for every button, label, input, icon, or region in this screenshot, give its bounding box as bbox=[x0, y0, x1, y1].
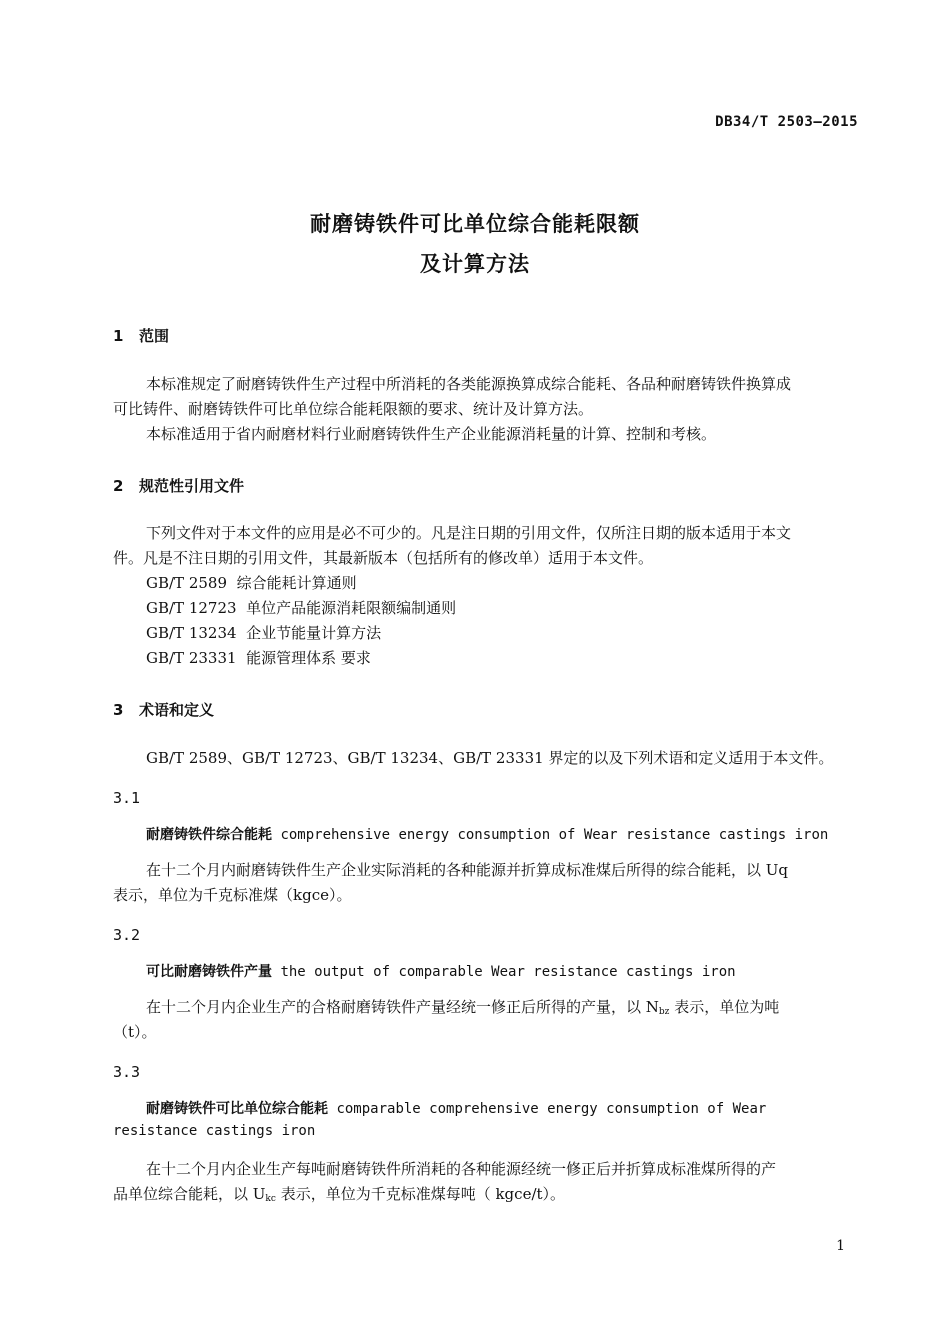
section-2-title: 规范性引用文件 bbox=[139, 477, 245, 495]
term-3-2-def-part-a: 在十二个月内企业生产的合格耐磨铸铁件产量经统一修正后所得的产量，以 N bbox=[146, 998, 659, 1016]
reference-code: GB/T 2589 bbox=[146, 574, 228, 592]
term-3-1-en: comprehensive energy consumption of Wear resistance castings iron bbox=[280, 827, 829, 843]
section-3-heading bbox=[113, 699, 214, 720]
section-2-heading bbox=[113, 475, 244, 496]
term-3-2-number: 3.2 bbox=[113, 926, 141, 944]
section-2-para1-line2: 件。凡是不注日期的引用文件，其最新版本（包括所有的修改单）适用于本文件。 bbox=[113, 549, 654, 567]
reference-name: 综合能耗计算通则 bbox=[236, 574, 357, 592]
term-3-2-cn: 可比耐磨铸铁件产量 bbox=[146, 964, 272, 980]
term-3-3-number: 3.3 bbox=[113, 1063, 141, 1081]
section-1-para2: 本标准适用于省内耐磨材料行业耐磨铸铁件生产企业能源消耗量的计算、控制和考核。 bbox=[146, 425, 717, 443]
term-3-3-def-part-a: 品单位综合能耗，以 U bbox=[113, 1185, 266, 1203]
document-title-line1: 耐磨铸铁件可比单位综合能耗限额 bbox=[310, 212, 640, 236]
term-3-2-def-part-b: 表示，单位为吨 bbox=[674, 998, 780, 1016]
reference-code: GB/T 23331 bbox=[146, 649, 237, 667]
term-3-2-definition-line1 bbox=[146, 995, 779, 1025]
term-3-1-definition-line2: 表示，单位为千克标准煤（kgce）。 bbox=[113, 886, 352, 904]
term-3-3-en-line2: resistance castings iron bbox=[113, 1123, 316, 1139]
term-3-1-definition-line1: 在十二个月内耐磨铸铁件生产企业实际消耗的各种能源并折算成标准煤后所得的综合能耗，以 Uq bbox=[146, 861, 789, 879]
term-3-1-cn: 耐磨铸铁件综合能耗 bbox=[146, 827, 272, 843]
term-3-2-definition-line2: （t）。 bbox=[113, 1023, 157, 1041]
reference-item bbox=[146, 572, 357, 593]
section-3-title: 术语和定义 bbox=[139, 701, 215, 719]
term-3-3-cn: 耐磨铸铁件可比单位综合能耗 bbox=[146, 1101, 328, 1117]
section-3-para1: GB/T 2589、GB/T 12723、GB/T 13234、GB/T 23331 界定的以及下列术语和定义适用于本文件。 bbox=[146, 749, 834, 767]
section-1-heading bbox=[113, 325, 169, 346]
reference-name: 能源管理体系 要求 bbox=[246, 649, 371, 667]
reference-code: GB/T 12723 bbox=[146, 599, 237, 617]
term-3-2-def-subscript: bz bbox=[658, 1007, 670, 1017]
section-2-number: 2 bbox=[113, 477, 124, 495]
standard-number: DB34/T 2503—2015 bbox=[715, 114, 858, 130]
term-3-3-definition-line2 bbox=[113, 1182, 565, 1212]
section-1-para1-line1: 本标准规定了耐磨铸铁件生产过程中所消耗的各类能源换算成综合能耗、各品种耐磨铸铁件换算成 bbox=[146, 375, 792, 393]
section-3-number: 3 bbox=[113, 701, 124, 719]
term-3-1-heading bbox=[146, 824, 828, 844]
section-1-number: 1 bbox=[113, 327, 124, 345]
reference-code: GB/T 13234 bbox=[146, 624, 237, 642]
term-3-3-def-subscript: kc bbox=[265, 1194, 276, 1204]
term-3-1-number: 3.1 bbox=[113, 789, 141, 807]
section-1-para1-line2: 可比铸件、耐磨铸铁件可比单位综合能耗限额的要求、统计及计算方法。 bbox=[113, 400, 594, 418]
reference-item bbox=[146, 622, 381, 643]
reference-name: 单位产品能源消耗限额编制通则 bbox=[246, 599, 457, 617]
term-3-2-en: the output of comparable Wear resistance castings iron bbox=[280, 964, 736, 980]
reference-name: 企业节能量计算方法 bbox=[246, 624, 382, 642]
reference-item bbox=[146, 597, 456, 618]
term-3-3-def-part-b: 表示，单位为千克标准煤每吨（ kgce/t）。 bbox=[280, 1185, 566, 1203]
term-3-3-definition-line1: 在十二个月内企业生产每吨耐磨铸铁件所消耗的各种能源经统一修正后并折算成标准煤所得的产 bbox=[146, 1160, 777, 1178]
term-3-3-heading-line1 bbox=[146, 1098, 766, 1118]
section-2-para1-line1: 下列文件对于本文件的应用是必不可少的。凡是注日期的引用文件，仅所注日期的版本适用于本文 bbox=[146, 524, 792, 542]
term-3-2-heading bbox=[146, 961, 736, 981]
section-1-title: 范围 bbox=[139, 327, 170, 345]
page-number: 1 bbox=[836, 1238, 845, 1254]
reference-item bbox=[146, 647, 371, 668]
document-title-line2: 及计算方法 bbox=[420, 252, 530, 276]
term-3-3-en-line1: comparable comprehensive energy consumption of Wear bbox=[336, 1101, 767, 1117]
